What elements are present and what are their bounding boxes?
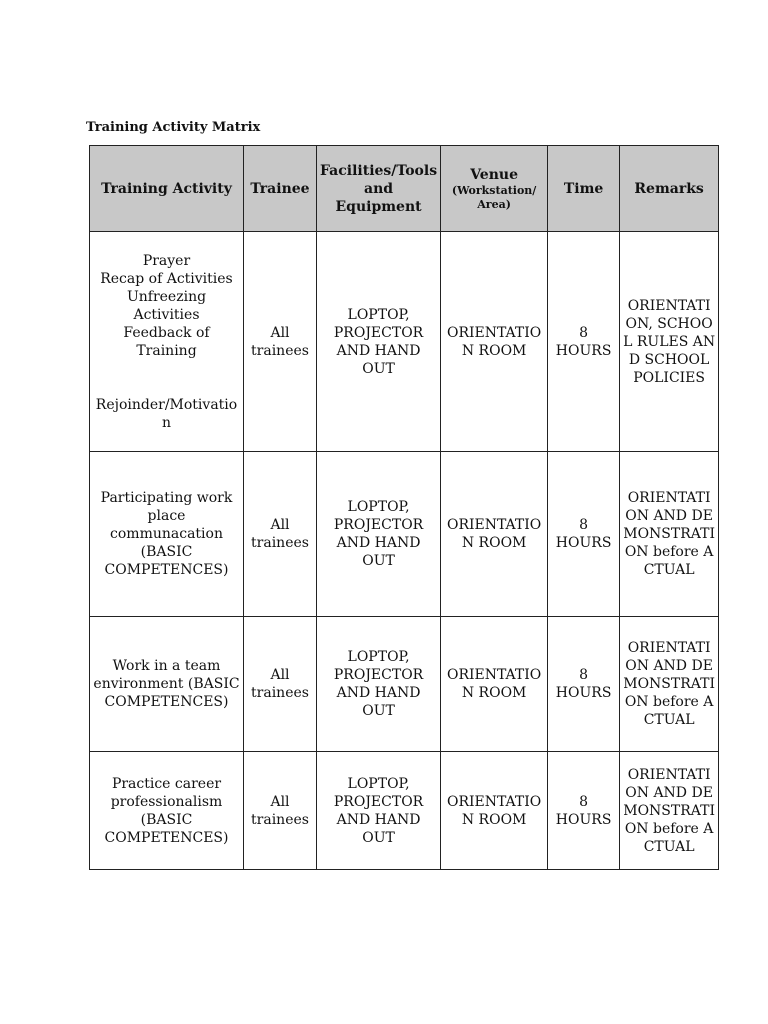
document-title: Training Activity Matrix (86, 120, 261, 135)
remarks-cell: ORIENTATION AND DEMONSTRATION before ACTUAL (620, 617, 719, 752)
facilities-cell: LOPTOP, PROJECTOR AND HAND OUT (317, 232, 441, 452)
remarks-cell: ORIENTATION, SCHOOL RULES AND SCHOOL POLICIES (620, 232, 719, 452)
table-row (90, 452, 719, 617)
header-venue-label: Venue (470, 166, 518, 183)
venue-cell: ORIENTATION ROOM (441, 452, 548, 617)
trainee-cell: All trainees (244, 617, 317, 752)
remarks-cell: ORIENTATION AND DEMONSTRATION before ACTUAL (620, 452, 719, 617)
header-time: Time (548, 146, 620, 232)
facilities-cell: LOPTOP, PROJECTOR AND HAND OUT (317, 617, 441, 752)
activity-cell: Work in a team environment (BASIC COMPETENCES) (90, 617, 244, 752)
training-activity-table (89, 145, 719, 870)
header-facilities: Facilities/Tools and Equipment (317, 146, 441, 232)
header-row (90, 146, 719, 232)
remarks-cell: ORIENTATION AND DEMONSTRATION before ACTUAL (620, 752, 719, 870)
activity-cell: Participating work place communacation (BASIC COMPETENCES) (90, 452, 244, 617)
activity-item: Unfreezing Activities (126, 288, 207, 323)
trainee-cell: All trainees (244, 232, 317, 452)
activity-item: Recap of Activities (100, 270, 233, 287)
header-trainee: Trainee (244, 146, 317, 232)
table-row (90, 617, 719, 752)
table-row (90, 232, 719, 452)
venue-cell: ORIENTATION ROOM (441, 232, 548, 452)
header-venue-sub: (Workstation/ Area) (451, 183, 537, 211)
header-remarks: Remarks (620, 146, 719, 232)
facilities-cell: LOPTOP, PROJECTOR AND HAND OUT (317, 752, 441, 870)
header-training-activity: Training Activity (90, 146, 244, 232)
facilities-cell: LOPTOP, PROJECTOR AND HAND OUT (317, 452, 441, 617)
activity-item: Rejoinder/Motivation (95, 396, 238, 431)
venue-cell: ORIENTATION ROOM (441, 617, 548, 752)
time-cell: 8 HOURS (548, 232, 620, 452)
time-cell: 8 HOURS (548, 617, 620, 752)
header-venue (441, 146, 548, 232)
trainee-cell: All trainees (244, 752, 317, 870)
table-row (90, 752, 719, 870)
trainee-cell: All trainees (244, 452, 317, 617)
activity-cell: Practice career professionalism (BASIC COMPETENCES) (90, 752, 244, 870)
activity-item: Feedback of Training (123, 324, 210, 359)
venue-cell: ORIENTATION ROOM (441, 752, 548, 870)
time-cell: 8 HOURS (548, 752, 620, 870)
activity-item: Prayer (142, 252, 191, 269)
activity-cell (90, 232, 244, 452)
time-cell: 8 HOURS (548, 452, 620, 617)
